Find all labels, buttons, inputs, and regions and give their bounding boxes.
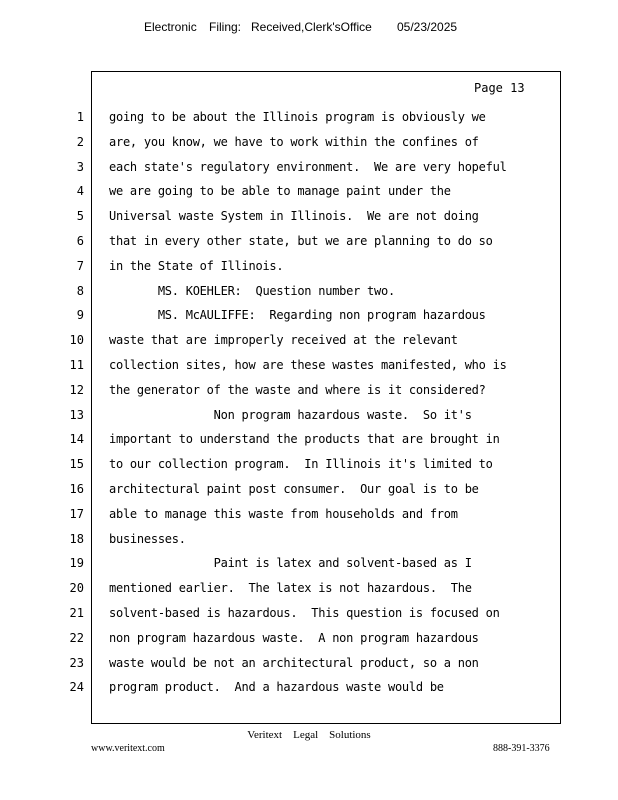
line-text: that in every other state, but we are planning to do so [109, 234, 493, 248]
line-number: 9 [76, 308, 84, 323]
transcript-line [0, 581, 618, 606]
line-number: 21 [69, 606, 84, 620]
line-number: 18 [69, 531, 84, 546]
line-number: 15 [69, 457, 84, 472]
transcript-line [0, 680, 618, 705]
transcript-line [0, 556, 618, 581]
line-text: in the State of Illinois. [109, 258, 284, 273]
line-text: to our collection program. In Illinois it's limited to [109, 457, 493, 472]
transcript-line [0, 259, 618, 284]
line-number: 4 [76, 184, 84, 199]
line-text: architectural paint post consumer. Our goal is to be [109, 482, 479, 496]
line-text: each state's regulatory environment. We are very hopeful [109, 159, 507, 174]
line-number: 11 [69, 358, 84, 372]
line-number: 17 [69, 506, 84, 521]
transcript-line [0, 432, 618, 457]
line-number: 6 [76, 234, 84, 248]
line-text: non program hazardous waste. A non program hazardous [109, 630, 479, 645]
line-text: Paint is latex and solvent-based as I [109, 556, 472, 571]
transcript-line [0, 507, 618, 532]
transcript-line [0, 135, 618, 160]
transcript-line [0, 606, 618, 631]
transcript-line [0, 383, 618, 408]
footer-website: www.veritext.com [91, 743, 165, 754]
line-text: collection sites, how are these wastes manifested, who is [109, 358, 507, 372]
line-text: solvent-based is hazardous. This question is focused on [109, 606, 500, 620]
line-number: 3 [76, 159, 84, 174]
line-text: important to understand the products that are brought in [109, 432, 500, 447]
line-number: 5 [76, 209, 84, 224]
footer-company: Veritext Legal Solutions [247, 729, 371, 741]
line-number: 2 [76, 134, 84, 149]
footer-phone: 888-391-3376 [493, 743, 550, 754]
filing-header-date: 05/23/2025 [397, 20, 458, 34]
line-number: 14 [69, 432, 84, 447]
filing-header-received: Received,Clerk'sOffice [251, 20, 372, 34]
transcript-line [0, 284, 618, 309]
filing-header-word-electronic: Electronic [144, 20, 197, 34]
line-number: 7 [76, 258, 84, 273]
line-number: 24 [69, 680, 84, 695]
line-number: 12 [69, 382, 84, 397]
line-number: 20 [69, 581, 84, 596]
line-number: 16 [69, 482, 84, 496]
line-text: are, you know, we have to work within the confines of [109, 134, 479, 149]
line-text: going to be about the Illinois program is obviously we [109, 110, 486, 124]
line-text: Universal waste System in Illinois. We are not doing [109, 209, 479, 224]
page-number: Page 13 [474, 81, 525, 95]
transcript-line [0, 656, 618, 681]
transcript-line [0, 308, 618, 333]
line-text: waste would be not an architectural product, so a non [109, 655, 479, 670]
transcript-line [0, 333, 618, 358]
line-text: Non program hazardous waste. So it's [109, 407, 472, 422]
line-text: businesses. [109, 531, 186, 546]
transcript-line [0, 110, 618, 135]
transcript-line [0, 160, 618, 185]
line-text: MS. KOEHLER: Question number two. [109, 283, 395, 298]
line-number: 13 [69, 407, 84, 422]
line-number: 22 [69, 630, 84, 645]
line-number: 1 [76, 110, 84, 124]
line-text: waste that are improperly received at the relevant [109, 333, 458, 348]
transcript-line [0, 631, 618, 656]
line-text: MS. McAULIFFE: Regarding non program hazardous [109, 308, 486, 323]
transcript-line [0, 532, 618, 557]
line-text: able to manage this waste from households and from [109, 506, 458, 521]
line-text: the generator of the waste and where is it considered? [109, 382, 486, 397]
line-number: 23 [69, 655, 84, 670]
transcript-line [0, 408, 618, 433]
transcript-line [0, 234, 618, 259]
line-text: we are going to be able to manage paint under the [109, 184, 451, 199]
transcript-line [0, 358, 618, 383]
transcript-line [0, 482, 618, 507]
transcript-line [0, 184, 618, 209]
line-text: program product. And a hazardous waste would be [109, 680, 444, 695]
line-text: mentioned earlier. The latex is not hazardous. The [109, 581, 472, 596]
filing-header-word-filing: Filing: [209, 20, 242, 34]
line-number: 10 [69, 333, 84, 348]
line-number: 19 [69, 556, 84, 571]
transcript-line [0, 457, 618, 482]
transcript-line [0, 209, 618, 234]
line-number: 8 [76, 283, 84, 298]
